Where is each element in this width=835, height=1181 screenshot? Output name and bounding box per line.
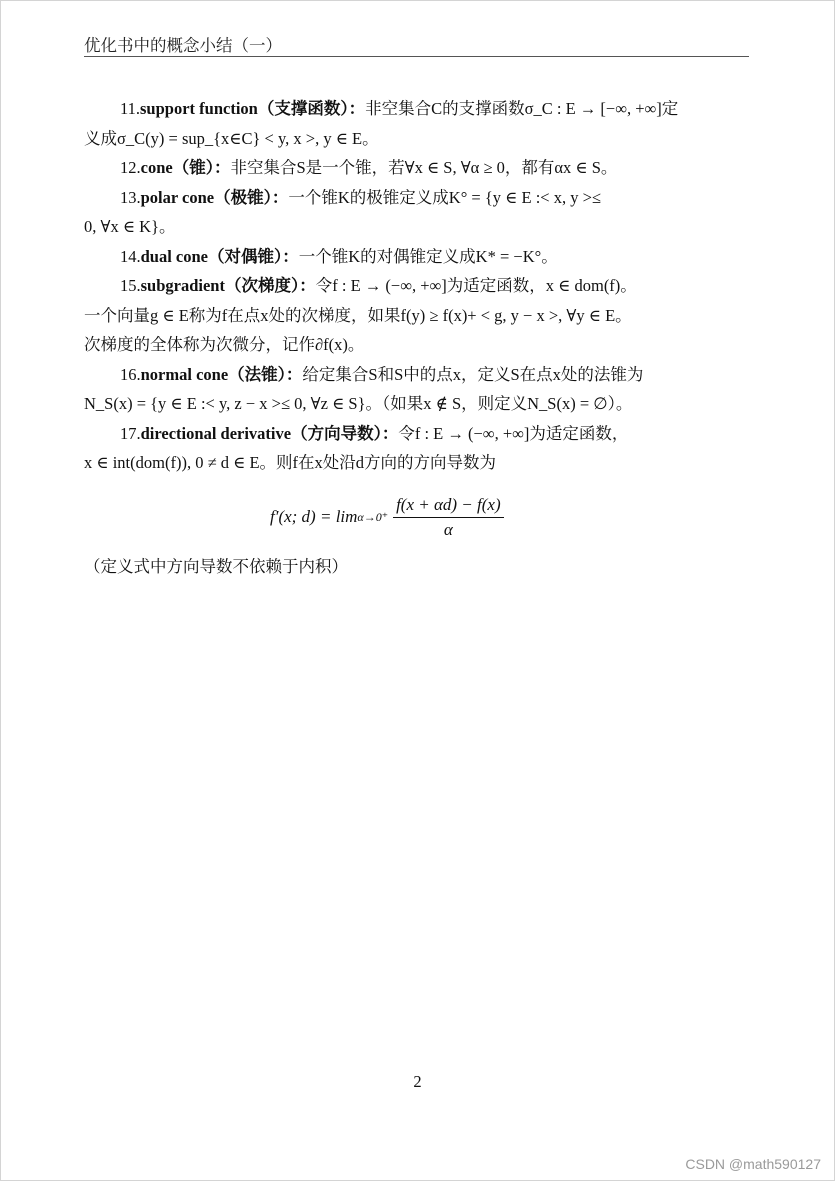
term-en: directional derivative: [140, 423, 292, 443]
term-cn: （对偶锥）：: [208, 246, 299, 266]
page-number: 2: [413, 1072, 422, 1091]
item-13-line-1: [84, 183, 752, 213]
item-number: 17.: [120, 423, 141, 443]
formula-fraction: [393, 495, 504, 540]
item-number: 13.: [120, 187, 141, 207]
term-cn: （锥）：: [172, 158, 231, 177]
item-number: 12.: [120, 158, 141, 177]
term-cn: （方向导数）：: [291, 423, 399, 443]
running-header: 优化书中的概念小结（一）: [84, 36, 282, 55]
item-11-line-2: 义成σ_C(y) = sup_{x∈C} < y, x >, y ∈ E。: [84, 128, 379, 148]
term-cn: （法锥）：: [228, 364, 303, 384]
item-15-line-1: [84, 271, 752, 301]
term-en: normal cone: [140, 364, 229, 384]
item-number: 14.: [120, 246, 141, 266]
definition-text: 令f : E → (−∞, +∞]为适定函数，x ∈ dom(f)。: [315, 276, 637, 295]
term-cn: （次梯度）：: [224, 276, 316, 295]
item-number: 15.: [120, 276, 141, 295]
definition-text: 一个锥K的极锥定义成K° = {y ∈ E :< x, y >≤: [288, 187, 601, 207]
term-en: dual cone: [140, 246, 209, 266]
item-17-line-2: x ∈ int(dom(f)), 0 ≠ d ∈ E。则f在x处沿d方向的方向导数为: [84, 453, 497, 472]
definition-text: 非空集合C的支撑函数σ_C : E → [−∞, +∞]定: [365, 99, 679, 118]
term-en: cone: [140, 158, 173, 177]
term-en: subgradient: [140, 276, 225, 295]
term-cn: （支撑函数）：: [257, 99, 366, 118]
footnote-remark: （定义式中方向导数不依赖于内积）: [84, 557, 348, 576]
item-16-line-2: N_S(x) = {y ∈ E :< y, z − x >≤ 0, ∀z ∈ S}。（如果x ∉ S，则定义N_S(x) = ∅）。: [84, 394, 633, 413]
formula-limit-subscript: α→0⁺: [357, 509, 389, 524]
formula-denominator: α: [443, 519, 453, 539]
item-12-line-1: [84, 153, 752, 183]
item-15-line-2: 一个向量g ∈ E称为f在点x处的次梯度，如果f(y) ≥ f(x)+ < g, y − x >, ∀y ∈ E。: [84, 305, 632, 325]
item-14-line-1: [84, 242, 752, 272]
term-en: support function: [140, 99, 258, 118]
watermark: CSDN @math590127: [685, 1156, 821, 1172]
formula-numerator: f(x + αd) − f(x): [393, 495, 504, 518]
directional-derivative-formula: [270, 490, 504, 544]
definition-text: 一个锥K的对偶锥定义成K* = −K°。: [298, 246, 558, 266]
item-13-line-2: 0, ∀x ∈ K}。: [84, 217, 176, 236]
definition-text: 非空集合S是一个锥，若∀x ∈ S, ∀α ≥ 0，都有αx ∈ S。: [230, 158, 618, 177]
term-cn: （极锥）：: [214, 187, 289, 207]
item-number: 16.: [120, 364, 141, 384]
item-11-line-1: [84, 94, 752, 124]
term-en: polar cone: [140, 187, 215, 207]
item-number: 11.: [120, 99, 141, 118]
definition-text: 给定集合S和S中的点x，定义S在点x处的法锥为: [302, 364, 644, 384]
definition-text: 令f : E → (−∞, +∞]为适定函数，: [398, 423, 629, 443]
header-rule: [84, 56, 749, 57]
formula-lhs: f′(x; d) = lim: [270, 507, 358, 526]
item-15-line-3: 次梯度的全体称为次微分，记作∂f(x)。: [84, 335, 365, 354]
item-17-line-1: [84, 419, 752, 449]
item-16-line-1: [84, 360, 752, 390]
definitions-body: [84, 94, 752, 478]
